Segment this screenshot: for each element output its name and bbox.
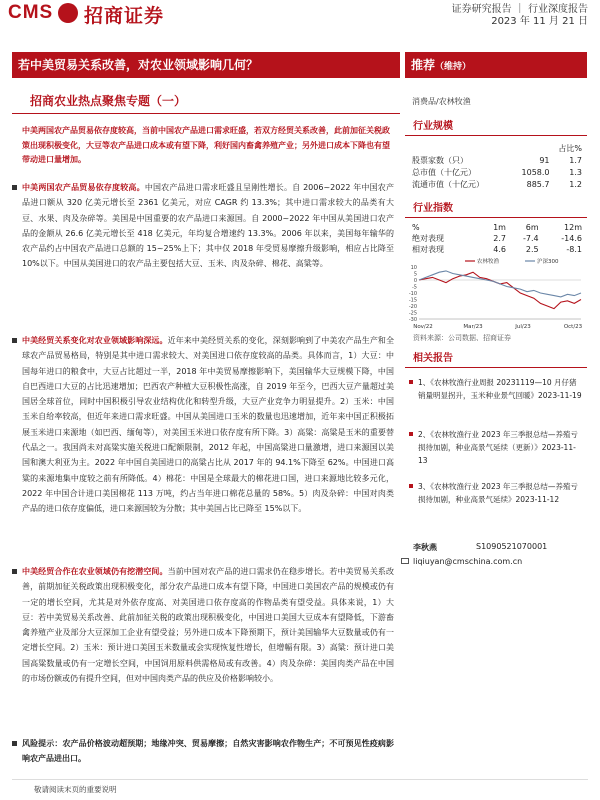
series-line-1 xyxy=(419,271,581,297)
divider xyxy=(12,779,588,780)
analyst-cert: S1090521070001 xyxy=(476,542,548,551)
chart-source: 资料来源：公司数据、招商证券 xyxy=(413,334,511,342)
col-header: % xyxy=(412,223,420,232)
table-row xyxy=(412,178,582,190)
table-row xyxy=(412,222,582,233)
section-lead: 中美经贸合作在农业领域仍有挖潜空间。 xyxy=(22,567,168,576)
report-title: 若中美贸易关系改善，对农业领域影响几何？ xyxy=(12,52,400,78)
related-heading: 相关报告 xyxy=(405,350,587,368)
y-tick-label: 10 xyxy=(410,265,417,271)
row-value: -14.6 xyxy=(561,234,582,243)
sector-label: 消费品/农林牧渔 xyxy=(412,97,471,106)
col-header: 6m xyxy=(525,223,539,232)
table-row xyxy=(412,166,582,178)
bullet-icon xyxy=(409,432,413,436)
rating-sub: （维持） xyxy=(435,62,472,72)
risk-section xyxy=(22,736,394,768)
y-tick-label: 0 xyxy=(413,278,417,284)
y-tick-label: -25 xyxy=(408,310,417,317)
y-tick-label: -20 xyxy=(408,304,417,310)
table-row xyxy=(412,142,582,154)
bullet-icon xyxy=(12,338,17,343)
y-tick-label: -15 xyxy=(408,297,417,304)
risk-text: 农产品价格波动超预期；地缘冲突、贸易摩擦；自然灾害影响农作物生产；不可预见性疫病影响农产品进出口。 xyxy=(22,739,395,764)
x-tick-label: Mar/23 xyxy=(463,324,483,330)
section-text: 中国农产品进口需求旺盛且呈刚性增长。自 2006~2022 年中国农产品进口额从 320 亿美元增长至 2361 亿美元，对应 CAGR 约 13.3%；其中进口需求较大的品类有大豆、水果、肉及杂碎等。美国是中国重要的农产品进口来源国。自 2000~2022 年中国从美国进口农产品的金额从 26.6 亿美元增长至 418 亿美元，年均复合增速约 13.3%。2006 年以来，美国每年输华的农产品约占中国农产品进口总额的 15~25%上下；其中仅 2018 年受贸易摩擦升级影响，相应占比降至 10%以下。中国从美国进口的农产品主要包括大豆、玉米、肉及杂碎、棉花、高粱等。 xyxy=(22,183,394,269)
row-label: 流通市值（十亿元） xyxy=(412,179,484,189)
x-tick-label: Jul/23 xyxy=(515,324,531,330)
rating-badge xyxy=(405,52,587,78)
y-tick-label: 5 xyxy=(413,271,417,278)
industry-scale-heading: 行业规模 xyxy=(405,118,587,136)
col-header: 1m xyxy=(493,223,506,232)
doc-type: 证券研究报告 ｜ 行业深度报告 xyxy=(451,4,588,15)
body-section-2 xyxy=(22,333,394,518)
row-label: 相对表现 xyxy=(412,245,444,254)
bullet-icon xyxy=(12,185,17,190)
x-tick-label: Oct/23 xyxy=(563,324,583,330)
row-label: 总市值（十亿元） xyxy=(412,167,476,177)
x-tick-label: Nov/22 xyxy=(413,324,433,330)
legend-label: 农林牧渔 xyxy=(477,259,500,265)
bullet-icon xyxy=(12,569,17,574)
bullet-icon xyxy=(12,741,17,746)
row-value: 4.6 xyxy=(493,245,506,254)
footer-note: 敬请阅读末页的重要说明 xyxy=(34,785,117,794)
section-lead: 中美经贸关系变化对农业领域影响深远。 xyxy=(22,336,168,345)
logo-cms: CMS xyxy=(8,2,54,23)
bullet-icon xyxy=(409,484,413,488)
col-header: 占比% xyxy=(558,143,582,153)
divider xyxy=(12,113,400,114)
industry-scale-table xyxy=(412,142,582,190)
related-report xyxy=(410,428,582,467)
y-tick-label: -10 xyxy=(408,291,417,297)
row-pct: 1.7 xyxy=(569,155,582,165)
row-pct: 1.2 xyxy=(569,179,582,189)
summary-text: 中美两国农产品贸易依存度较高，当前中国农产品进口需求旺盛，若双方经贸关系改善，此前加征关税政策出现积极变化，大豆等农产品进口成本或有望下降，利好国内畜禽养殖产业；另外进口成本下降也有望带动进口量增加。 xyxy=(22,126,390,164)
body-section-1 xyxy=(22,180,394,273)
table-row xyxy=(412,154,582,166)
risk-lead: 风险提示： xyxy=(22,739,63,748)
series-line-0 xyxy=(419,272,581,308)
body-section-3 xyxy=(22,564,394,687)
related-report-text: 1、《农林牧渔行业周报 20231119—10 月仔猪销量明显拐升，玉米种业景气回暖》2023-11-19 xyxy=(418,378,582,400)
analyst-email[interactable]: liqiuyan@cmschina.com.cn xyxy=(413,557,523,566)
rating-label: 推荐 xyxy=(411,58,436,72)
table-row xyxy=(412,244,582,255)
y-tick-label: -30 xyxy=(408,317,417,323)
logo-seal-icon xyxy=(58,3,78,23)
row-value: 91 xyxy=(539,155,550,165)
index-chart xyxy=(405,257,587,331)
row-value: 1058.0 xyxy=(521,167,550,177)
analyst-name: 李秋燕 xyxy=(413,543,437,552)
industry-index-table xyxy=(412,222,582,255)
related-report xyxy=(410,376,582,402)
row-value: -8.1 xyxy=(566,245,582,254)
related-report-text: 3、《农林牧渔行业 2023 年三季报总结—养殖亏损待加剧，种业高景气延续》2023-11-12 xyxy=(418,482,578,504)
related-report-text: 2、《农林牧渔行业 2023 年三季报总结—养殖亏损待加剧，种业高景气延续（更新）》2023-11-13 xyxy=(418,430,578,465)
row-label: 绝对表现 xyxy=(412,234,444,243)
industry-index-heading: 行业指数 xyxy=(405,200,587,218)
y-tick-label: -5 xyxy=(412,284,417,291)
section-lead: 中美两国农产品贸易依存度较高。 xyxy=(22,183,145,192)
series-title: 招商农业热点聚焦专题（一） xyxy=(30,94,187,108)
report-date: 2023 年 11 月 21 日 xyxy=(491,16,588,27)
row-label: 股票家数（只） xyxy=(412,155,468,165)
col-header: 12m xyxy=(564,223,582,232)
legend-label: 沪深300 xyxy=(537,259,559,265)
row-value: -7.4 xyxy=(523,234,539,243)
table-row xyxy=(412,233,582,244)
mail-icon xyxy=(401,558,409,564)
row-value: 2.7 xyxy=(493,234,506,243)
logo-company-name: 招商证券 xyxy=(84,5,165,27)
section-text: 当前中国对农产品的进口需求仍在稳步增长。若中美贸易关系改善，前期加征关税政策出现积极变化，部分农产品进口成本有望下降，中国进口美国农产品的规模或仍有一定的增长空间，尤其是对外依存度高、对美国进口依存度高的作物品类有望受益。具体来说，1）大豆：若中美贸易关系改善、此前加征关税的政策出现积极变化，中国进口美国大豆成本有望降低，下游畜禽养殖产业及部分大豆深加工企业有望受益；另外进口成本下降预期下，预计美国输华大豆数量或仍有一定增长空间。2）玉米：预计进口美国玉米数量或会实现恢复性增长，但增幅有限。3）高粱：预计进口美国高粱数量或仍有一定增长空间，中国饲用原料供需格局或有改善。4）肉及杂碎：美国肉类产品在中国的市场份额或仍有提升空间，但对中国肉类产品的供应及价格影响较小。 xyxy=(22,567,395,684)
row-value: 885.7 xyxy=(526,179,550,189)
bullet-icon xyxy=(409,380,413,384)
row-pct: 1.3 xyxy=(569,167,582,177)
related-report xyxy=(410,480,582,506)
row-value: 2.5 xyxy=(525,245,539,254)
section-text: 近年来中美经贸关系的变化，深刻影响到了中美农产品生产和全球农产品贸易格局，特别是其中进口需求较大、对美国进口依存度较高的品类。具体而言，1）大豆：中国每年进口的粮食中，大豆占比超过一半，2018 年中美贸易摩擦影响下，美国输华大豆规模下降，中国自巴西进口大豆的占比迅速增加；巴西农产种植大豆积极性高涨，自 2019 年至今，巴西大豆产量超过美国居全球首位，同时中国积极引导农业结构优化和转型升级，大豆产业竞争力明显提升。2）玉米：中国玉米自给率较高，但近年来进口需求旺盛。中国从美国进口玉米的数量也迅速增加，近年来中国正积极拓展玉米进口来源地（如巴西、缅甸等），对美国玉米进口依存度有所下降。3）高粱：高粱是玉米的重要替代品之一。我国尚未对高粱实施关税进口配额限制，2012 年起，中国高粱进口量激增，进口来源国以美国和澳大利亚为主。2022 年中国自美国进口的高粱占比从 2017 年的 94.1%下降至 62%。中国进口高粱的来源地集中度较之前有所降低。4）棉花：中国是全球最大的棉花进口国，进口来源地比较多元化，2022 年中国合计进口美国棉花 113 万吨，约占当年进口棉花总量的 58%。5）肉及杂碎：中国对肉类产品的进口依存度偏低，进口来源国较为分散；其中美国占比已降至 15%以下。 xyxy=(22,336,395,514)
